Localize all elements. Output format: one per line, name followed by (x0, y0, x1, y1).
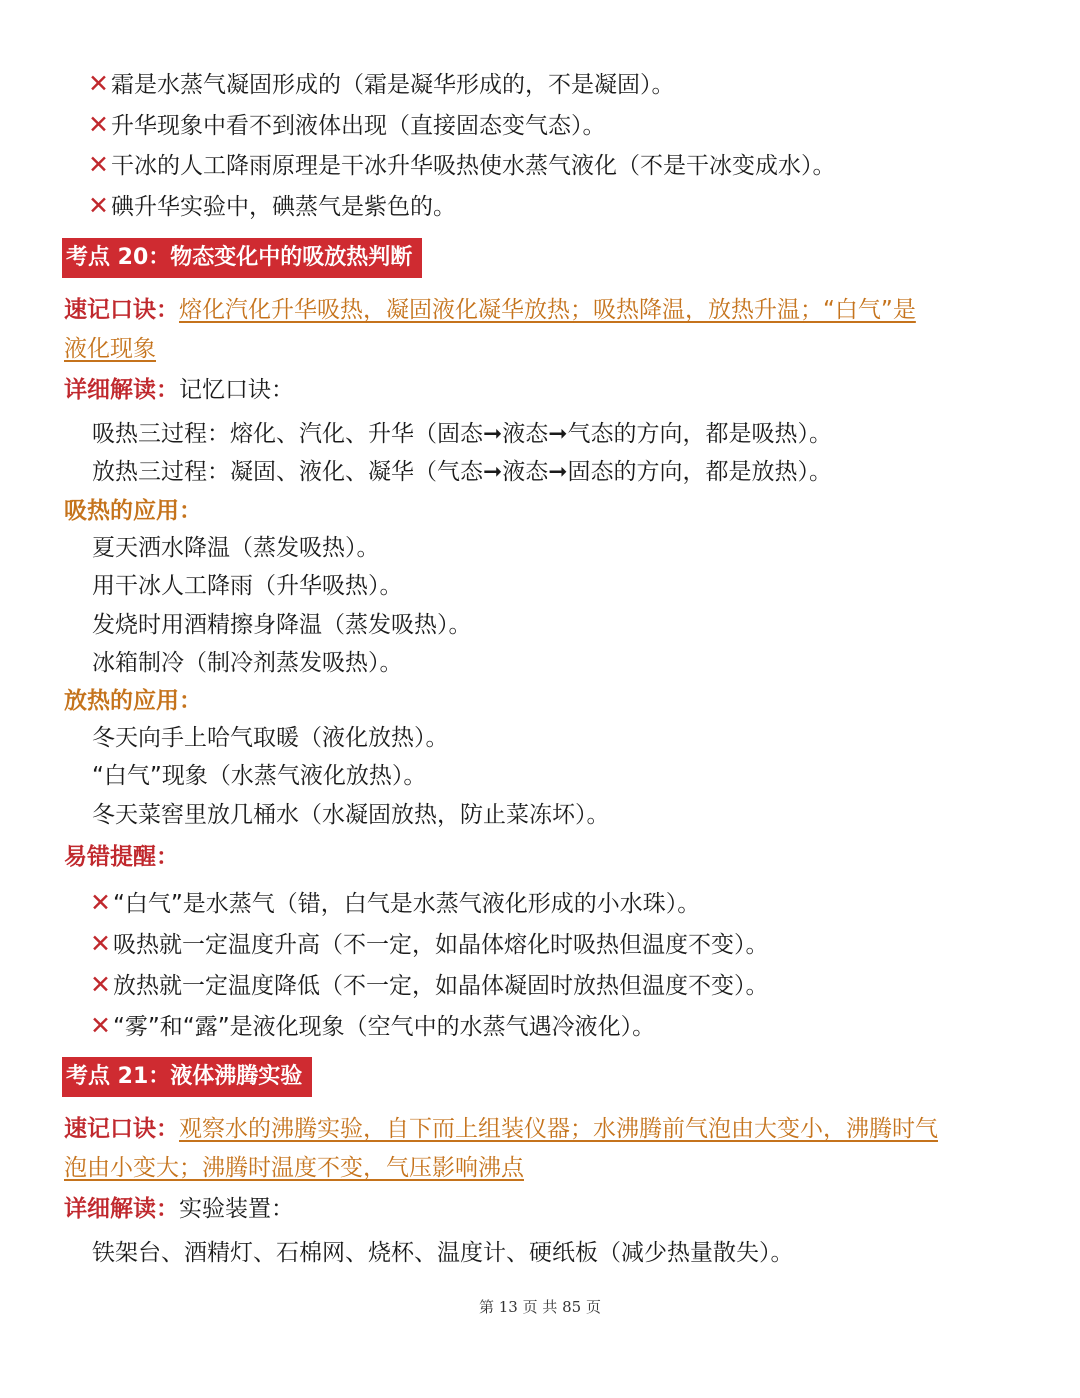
list-item: 用干冰人工降雨（升华吸热）。 (92, 573, 403, 599)
cross-icon: ✕ (88, 110, 109, 139)
error-item (90, 927, 768, 962)
mnemonic-line (64, 332, 156, 366)
mnemonic-label: 速记口诀： (64, 1116, 179, 1142)
error-text: 干冰的人工降雨原理是干冰升华吸热使水蒸气液化（不是干冰变成水）。 (110, 153, 836, 179)
error-text: “雾”和“露”是液化现象（空气中的水蒸气遇冷液化）。 (112, 1014, 656, 1040)
absorb-app-label: 吸热的应用： (64, 498, 202, 524)
detail-line (64, 1192, 294, 1226)
mnemonic-text: 泡由小变大；沸腾时温度不变，气压影响沸点 (64, 1155, 524, 1181)
detail-text: 实验装置： (179, 1196, 294, 1222)
absorb-process-line: 吸热三过程：熔化、汽化、升华（固态➞液态➞气态的方向，都是吸热）。 (92, 421, 833, 447)
error-item (88, 67, 674, 102)
error-text: 吸热就一定温度升高（不一定，如晶体熔化时吸热但温度不变）。 (112, 932, 769, 958)
mnemonic-label: 速记口诀： (64, 297, 179, 323)
error-text: 霜是水蒸气凝固形成的（霜是凝华形成的，不是凝固）。 (110, 72, 675, 98)
list-item: 冬天菜窖里放几桶水（水凝固放热，防止菜冻坏）。 (92, 802, 610, 828)
mnemonic-line (64, 293, 916, 327)
cross-icon: ✕ (90, 1011, 111, 1040)
error-item (88, 148, 835, 183)
error-label: 易错提醒： (64, 844, 179, 870)
error-text: 放热就一定温度降低（不一定，如晶体凝固时放热但温度不变）。 (112, 973, 769, 999)
error-item (88, 189, 456, 224)
detail-label: 详细解读： (64, 377, 179, 403)
section-header: 考点 20：物态变化中的吸放热判断 (62, 238, 422, 278)
list-item: 冬天向手上哈气取暖（液化放热）。 (92, 725, 449, 751)
equipment-line: 铁架台、酒精灯、石棉网、烧杯、温度计、硬纸板（减少热量散失）。 (92, 1240, 794, 1266)
detail-label: 详细解读： (64, 1196, 179, 1222)
mnemonic-text: 熔化汽化升华吸热，凝固液化凝华放热；吸热降温，放热升温；“白气”是 (179, 297, 916, 323)
section-header: 考点 21：液体沸腾实验 (62, 1057, 312, 1097)
release-process-line: 放热三过程：凝固、液化、凝华（气态➞液态➞固态的方向，都是放热）。 (92, 459, 833, 485)
mnemonic-text: 观察水的沸腾实验，自下而上组装仪器；水沸腾前气泡由大变小，沸腾时气 (179, 1116, 938, 1142)
list-item: 发烧时用酒精擦身降温（蒸发吸热）。 (92, 612, 472, 638)
page-footer: 第 13 页 共 85 页 (478, 1298, 601, 1316)
mnemonic-line (64, 1112, 938, 1146)
error-item (90, 1009, 655, 1044)
cross-icon: ✕ (90, 888, 111, 917)
error-item (88, 108, 605, 143)
mnemonic-line (64, 1151, 524, 1185)
cross-icon: ✕ (88, 150, 109, 179)
error-item (90, 886, 700, 921)
cross-icon: ✕ (88, 69, 109, 98)
list-item: 夏天洒水降温（蒸发吸热）。 (92, 535, 380, 561)
list-item: 冰箱制冷（制冷剂蒸发吸热）。 (92, 650, 403, 676)
error-item (90, 968, 768, 1003)
detail-text: 记忆口诀： (179, 377, 294, 403)
cross-icon: ✕ (90, 970, 111, 999)
error-text: 升华现象中看不到液体出现（直接固态变气态）。 (110, 113, 606, 139)
cross-icon: ✕ (88, 191, 109, 220)
list-item: “白气”现象（水蒸气液化放热）。 (92, 763, 427, 789)
detail-line (64, 373, 294, 407)
error-text: 碘升华实验中，碘蒸气是紫色的。 (110, 194, 456, 220)
error-text: “白气”是水蒸气（错，白气是水蒸气液化形成的小水珠）。 (112, 891, 701, 917)
mnemonic-text: 液化现象 (64, 336, 156, 362)
release-app-label: 放热的应用： (64, 688, 202, 714)
cross-icon: ✕ (90, 929, 111, 958)
